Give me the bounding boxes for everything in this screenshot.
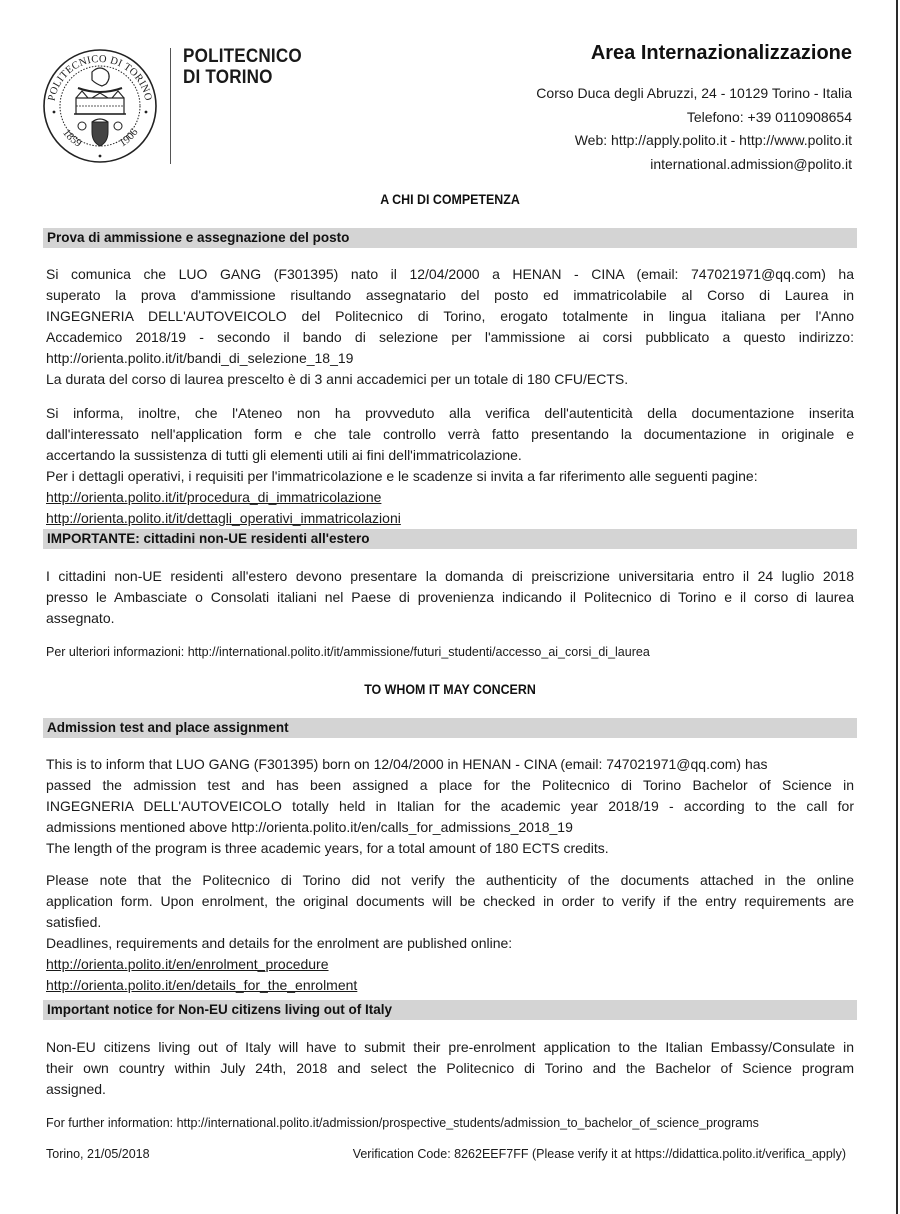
link-enrolment-procedure[interactable]: http://orienta.polito.it/en/enrolment_procedure [46,956,329,972]
university-seal-icon [42,48,158,164]
text-line: assigned. [46,1081,106,1097]
link-details-for-enrolment[interactable]: http://orienta.polito.it/en/details_for_the_enrolment [46,977,358,993]
text-line: Si comunica che LUO GANG (F301395) nato il 12/04/2000 a HENAN - CINA (email: 747021971@qq.com) ha [46,266,854,282]
english-heading: TO WHOM IT MAY CONCERN [364,682,536,697]
text-line: Deadlines, requirements and details for the enrolment are published online: [46,935,513,951]
text-line: assegnato. [46,610,115,626]
text-line: dall'interessato nell'application form e che tale controllo verrà fatto presentando la documentazione in originale e [46,426,854,442]
text-line: INGEGNERIA DELL'AUTOVEICOLO totally held in Italian for the academic year 2018/19 - according to the call for [46,798,854,814]
text-line: Accademico 2018/19 - secondo il bando di selezione per l'ammissione ai corsi pubblicato a questo indirizzo: [46,329,854,345]
address: Corso Duca degli Abruzzi, 24 - 10129 Torino - Italia [536,85,852,101]
text-line: The length of the program is three academic years, for a total amount of 180 ECTS credits. [46,840,609,856]
text-line: Please note that the Politecnico di Torino did not verify the authenticity of the documents attached in the online [46,872,854,888]
link-dettagli-operativi[interactable]: http://orienta.polito.it/it/dettagli_operativi_immatricolazioni [46,510,401,526]
text-line: I cittadini non-UE residenti all'estero devono presentare la domanda di preiscrizione universitaria entro il 24 luglio 2018 [46,568,854,584]
email: international.admission@polito.it [650,155,852,172]
university-name-line2: DI TORINO [183,67,273,88]
link-procedura-immatricolazione[interactable]: http://orienta.polito.it/it/procedura_di_immatricolazione [46,489,382,505]
admission-paragraph-en [46,754,854,859]
text-line: satisfied. [46,914,102,930]
non-eu-paragraph-en [46,1037,854,1100]
university-name-line1: POLITECNICO [183,46,302,67]
text-line: presso le Ambasciate o Consolati italiani nel Paese di provenienza indicando il Politecnico di Torino e il corso di laurea [46,589,854,605]
department-title: Area Internazionalizzazione [590,42,852,64]
text-line: http://orienta.polito.it/it/bandi_di_selezione_18_19 [46,350,354,366]
section-title-non-eu-en: Important notice for Non-EU citizens living out of Italy [43,1000,857,1020]
text-line: their own country within July 24th, 2018 and select the Politecnico di Torino and the Bachelor of Science program [46,1060,854,1076]
text-line: Per i dettagli operativi, i requisiti per l'immatricolazione e le scadenze si invita a far riferimento alle seguenti pagine: [46,468,758,484]
text-line: passed the admission test and has been assigned a place for the Politecnico di Torino Bachelor of Science in [46,777,854,793]
more-info-en: For further information: http://international.polito.it/admission/prospective_students/admission_to_bachelor_of_science_programs [46,1116,759,1130]
verification-paragraph-it [46,403,854,529]
text-line: Si informa, inoltre, che l'Ateneo non ha provveduto alla verifica dell'autenticità della documentazione inserita [46,405,854,421]
more-info-it: Per ulteriori informazioni: http://international.polito.it/it/ammissione/futuri_studenti/accesso_ai_corsi_di_laurea [46,645,650,659]
svg-text:POLITECNICO DI TORINO: POLITECNICO DI TORINO [46,53,154,103]
page-edge [896,0,898,1214]
section-title-admission-en: Admission test and place assignment [43,718,857,738]
text-line: La durata del corso di laurea prescelto è di 3 anni accademici per un totale di 180 CFU/ECTS. [46,371,629,387]
university-name [183,46,302,88]
non-eu-paragraph-it [46,566,854,629]
verification-paragraph-en [46,870,854,996]
text-line: accertando la sussistenza di tutti gli elementi utili ai fini dell'immatricolazione. [46,447,522,463]
website: Web: http://apply.polito.it - http://www.polito.it [574,132,852,148]
text-line: Non-EU citizens living out of Italy will have to submit their pre-enrolment application to the Italian Embassy/Consulate in [46,1039,854,1055]
svg-text:1906: 1906 [117,126,141,150]
text-line: This is to inform that LUO GANG (F301395) born on 12/04/2000 in HENAN - CINA (email: 747021971@qq.com) has [46,756,768,772]
contact-block [536,82,852,176]
text-line: INGEGNERIA DELL'AUTOVEICOLO del Politecnico di Torino, erogato totalmente in lingua italiana per l'Anno [46,308,854,324]
phone: Telefono: +39 0110908654 [686,108,852,125]
text-line: admissions mentioned above http://orienta.polito.it/en/calls_for_admissions_2018_19 [46,819,573,835]
italian-heading: A CHI DI COMPETENZA [380,192,520,207]
text-line: application form. Upon enrolment, the original documents will be checked in order to verify if the entry requirements are [46,893,854,909]
verification-code: Verification Code: 8262EEF7FF (Please verify it at https://didattica.polito.it/verifica_apply) [352,1147,846,1161]
section-title-non-eu-it: IMPORTANTE: cittadini non-UE residenti all'estero [43,529,857,549]
text-line: superato la prova d'ammissione risultando assegnatario del posto ed immatricolabile al Corso di Laurea in [46,287,854,303]
section-title-admission-it: Prova di ammissione e assegnazione del posto [43,228,857,248]
logo-divider [170,48,171,164]
svg-text:1859: 1859 [60,126,84,150]
place-date: Torino, 21/05/2018 [46,1147,150,1161]
admission-paragraph-it [46,264,854,390]
